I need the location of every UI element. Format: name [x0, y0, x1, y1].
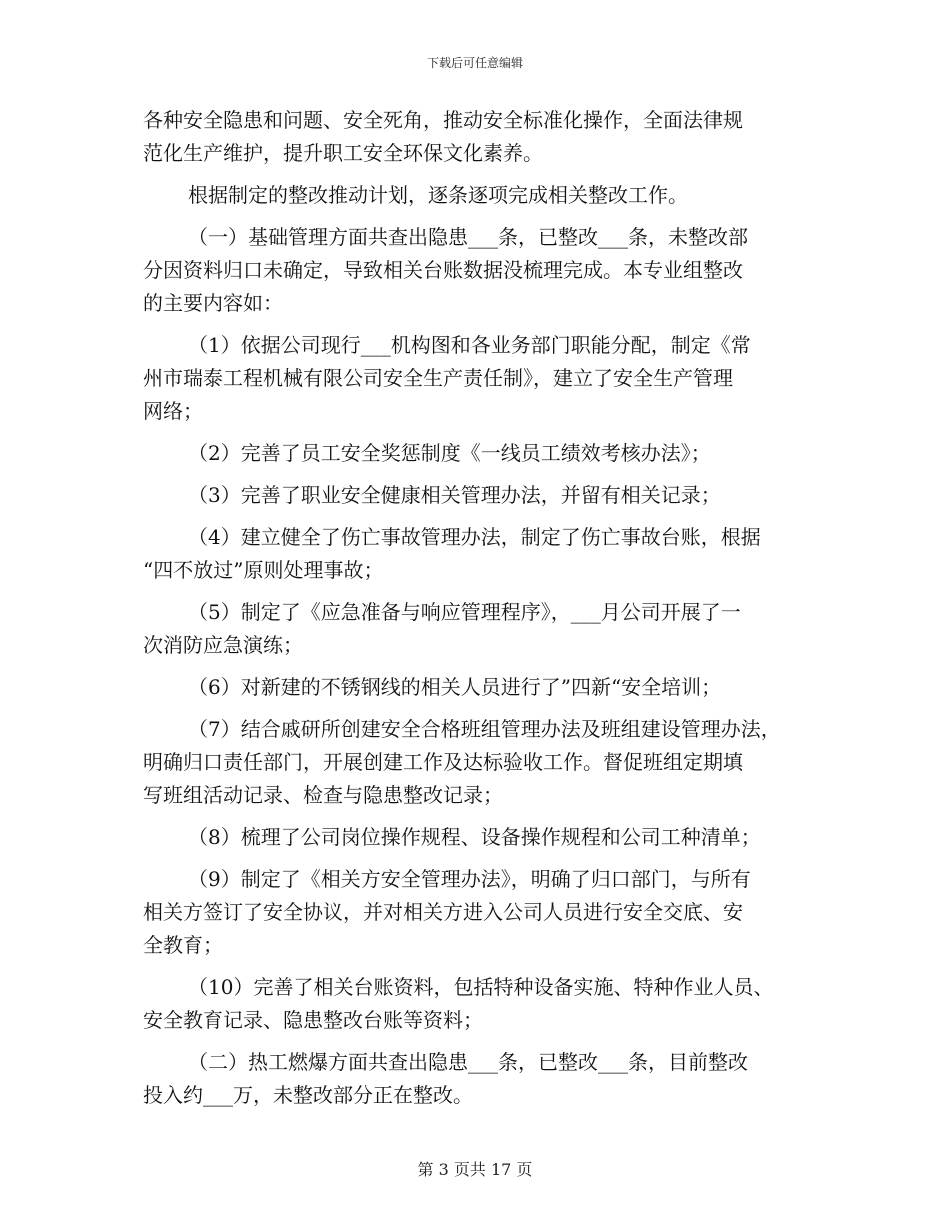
paragraph-line: “四不放过”原则处理事故； [143, 558, 384, 582]
paragraph-line: （8）梳理了公司岗位操作规程、设备操作规程和公司工种清单； [188, 825, 761, 849]
paragraph-line: 州市瑞泰工程机械有限公司安全生产责任制》，建立了安全生产管理 [143, 366, 733, 390]
paragraph-line: （1）依据公司现行___机构图和各业务部门职能分配，制定《常 [188, 333, 751, 357]
paragraph-line: 全教育； [143, 933, 223, 957]
paragraph-line: 分因资料归口未确定，导致相关台账数据没梳理完成。本专业组整改 [143, 258, 743, 282]
paragraph-line: （二）热工燃爆方面共查出隐患___条，已整改___条，目前整改 [188, 1050, 748, 1074]
paragraph-line: 明确归口责任部门，开展创建工作及达标验收工作。督促班组定期填 [143, 750, 743, 774]
paragraph-line: 投入约___万，未整改部分正在整改。 [143, 1083, 473, 1107]
page-header: 下载后可任意编辑 [426, 56, 523, 70]
paragraph-line: （10）完善了相关台账资料，包括特种设备实施、特种作业人员、 [188, 975, 774, 999]
paragraph-line: （2）完善了员工安全奖惩制度《一线员工绩效考核办法》； [188, 441, 711, 465]
paragraph-line: （9）制定了《相关方安全管理办法》，明确了归口部门，与所有 [188, 867, 751, 891]
paragraph-line: （6）对新建的不锈钢线的相关人员进行了”四新“安全培训； [188, 675, 722, 699]
paragraph-line: （4）建立健全了伤亡事故管理办法，制定了伤亡事故台账，根据 [188, 525, 761, 549]
page-footer: 第 3 页共 17 页 [417, 1160, 533, 1179]
paragraph-line: 范化生产维护，提升职工安全环保文化素养。 [143, 141, 543, 165]
paragraph-line: 相关方签订了安全协议，并对相关方进入公司人员进行安全交底、安 [143, 900, 743, 924]
paragraph-line: （3）完善了职业安全健康相关管理办法，并留有相关记录； [188, 483, 721, 507]
paragraph-line: （5）制定了《应急准备与响应管理程序》，___月公司开展了一 [188, 600, 741, 624]
paragraph-line: 的主要内容如： [143, 291, 283, 315]
paragraph-line: 各种安全隐患和问题、安全死角，推动安全标准化操作，全面法律规 [143, 108, 743, 132]
paragraph-line: 网络； [143, 399, 203, 423]
paragraph-line: 写班组活动记录、检查与隐患整改记录； [143, 783, 503, 807]
paragraph-line: 安全教育记录、隐患整改台账等资料； [143, 1008, 483, 1032]
paragraph-line: （一）基础管理方面共查出隐患___条，已整改___条，未整改部 [188, 225, 748, 249]
paragraph-line: （7）结合戚研所创建安全合格班组管理办法及班组建设管理办法， [188, 717, 781, 741]
paragraph-line: 次消防应急演练； [143, 633, 303, 657]
document-body [143, 104, 823, 1112]
paragraph-line: 根据制定的整改推动计划，逐条逐项完成相关整改工作。 [188, 183, 688, 207]
